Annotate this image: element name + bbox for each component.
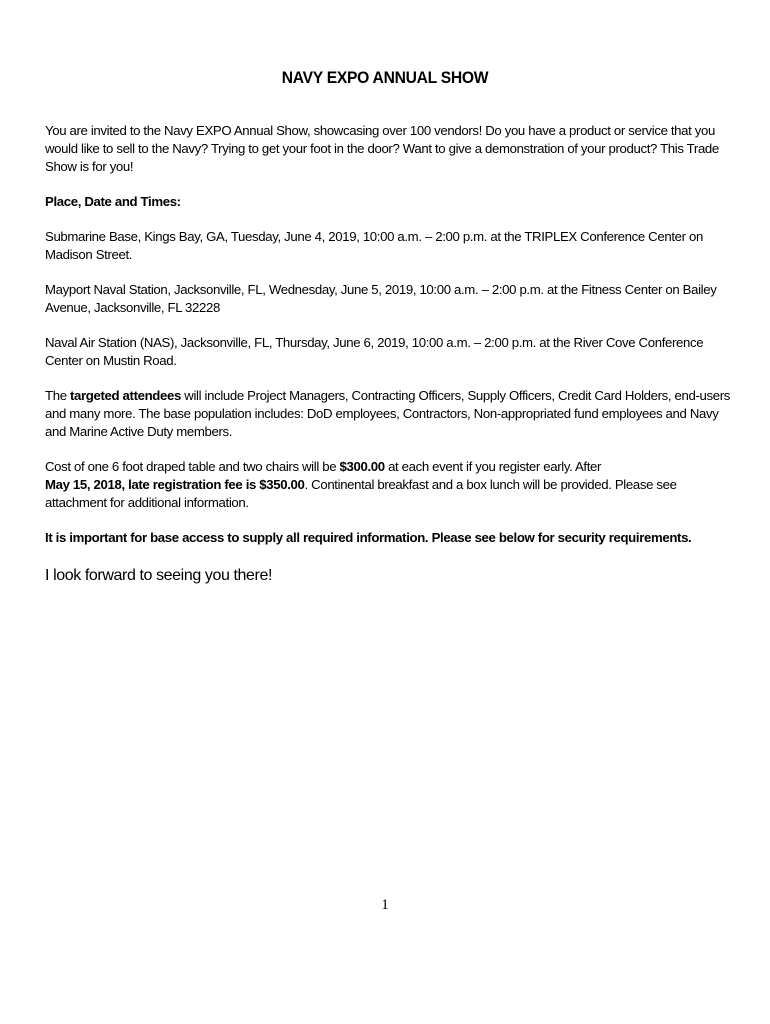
- cost-part1: Cost of one 6 foot draped table and two chairs will be: [45, 459, 340, 474]
- event-kings-bay: Submarine Base, Kings Bay, GA, Tuesday, June 4, 2019, 10:00 a.m. – 2:00 p.m. at the TRIPLEX Conference Center on Madison Street.: [45, 229, 703, 262]
- document-body: [45, 122, 735, 604]
- attendees-prefix: The: [45, 388, 70, 403]
- attendees-paragraph: [45, 387, 735, 441]
- cost-part2: at each event if you register early. After: [384, 459, 602, 474]
- event-mayport: Mayport Naval Station, Jacksonville, FL, Wednesday, June 5, 2019, 10:00 a.m. – 2:00 p.m. at the Fitness Center on Bailey Avenue, Jacksonville, FL 32228: [45, 282, 717, 315]
- cost-price: $300.00: [339, 459, 385, 474]
- intro-paragraph: You are invited to the Navy EXPO Annual Show, showcasing over 100 vendors! Do you have a product or service that you would like to sell to the Navy? Trying to get your foot in the door? Want to give a demonstration of your product? This Trade Show is for you!: [45, 123, 719, 174]
- closing-line: I look forward to seeing you there!: [45, 567, 273, 584]
- cost-late-fee: May 15, 2018, late registration fee is $350.00: [45, 477, 305, 492]
- attendees-bold: targeted attendees: [70, 388, 181, 403]
- page-number: 1: [381, 897, 389, 913]
- event-nas-jacksonville: Naval Air Station (NAS), Jacksonville, FL, Thursday, June 6, 2019, 10:00 a.m. – 2:00 p.m. at the River Cove Conference Center on Mustin Road.: [45, 335, 704, 368]
- cost-paragraph: [45, 458, 735, 512]
- attendees-rest: will include Project Managers, Contracting Officers, Supply Officers, Credit Card Holders, end-users and many more. The base population includes: DoD employees, Contractors, Non-appropriated fund employees and Navy and Marine Active Duty members.: [45, 388, 731, 439]
- cost-part3: . Continental breakfast and a box lunch will be provided. Please see attachment for additional information.: [45, 477, 677, 510]
- place-heading: Place, Date and Times:: [45, 194, 181, 209]
- page-title: NAVY EXPO ANNUAL SHOW: [281, 68, 489, 87]
- security-notice: It is important for base access to supply all required information. Please see below for security requirements.: [45, 530, 692, 545]
